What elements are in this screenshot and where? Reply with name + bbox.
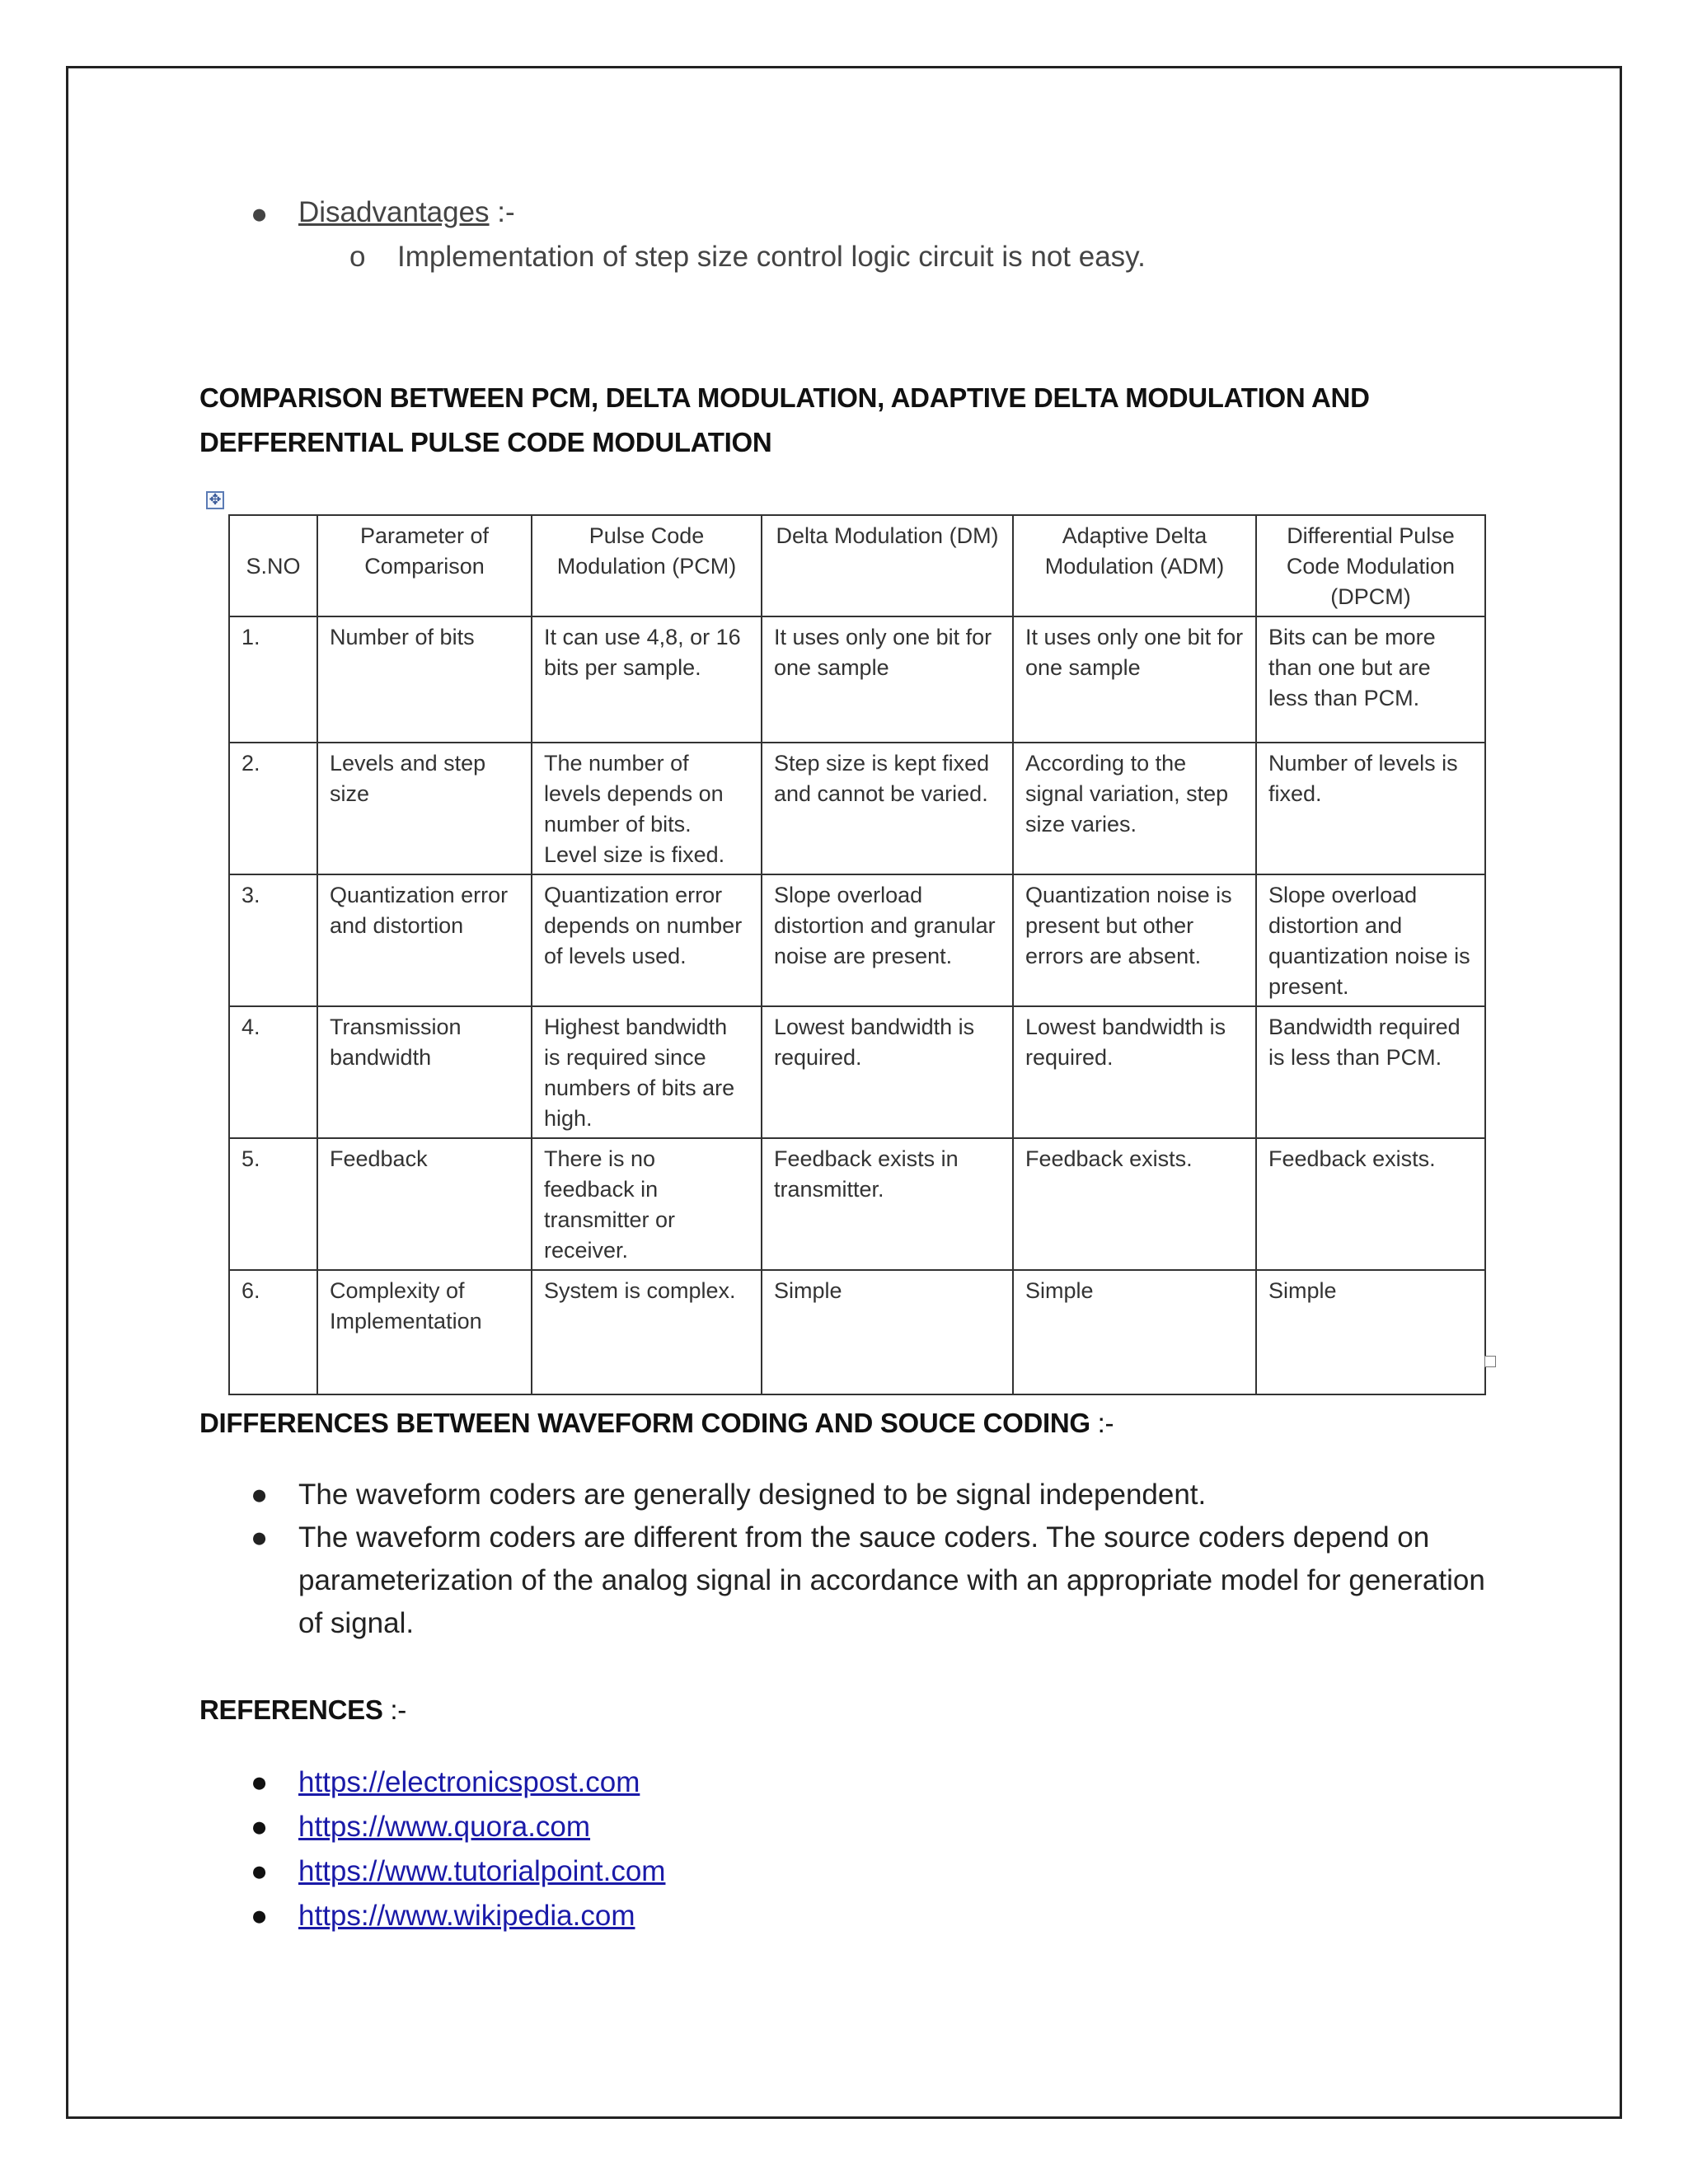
reference-link[interactable]: https://www.tutorialpoint.com bbox=[298, 1855, 666, 1887]
table-header-row bbox=[229, 515, 1485, 616]
list-item-text: The waveform coders are different from the sauce coders. The source coders depend on parameterization of the analog signal in accordance with an appropriate model for generation of signal. bbox=[298, 1521, 1485, 1639]
references-heading-suffix: :- bbox=[382, 1694, 406, 1725]
differences-heading bbox=[199, 1401, 1114, 1446]
table-cell: Slope overload distortion and quantization noise is present. bbox=[1256, 874, 1485, 1006]
circle-bullet-icon: o bbox=[349, 241, 366, 273]
reference-item bbox=[199, 1805, 665, 1849]
bullet-icon: ● bbox=[251, 1479, 269, 1511]
table-move-handle-icon[interactable]: ✥ bbox=[206, 491, 224, 509]
reference-item bbox=[199, 1894, 665, 1938]
table-cell: There is no feedback in transmitter or receiver. bbox=[532, 1138, 762, 1270]
table-cell: 3. bbox=[229, 874, 317, 1006]
list-item bbox=[199, 1516, 1502, 1645]
table-cell: System is complex. bbox=[532, 1270, 762, 1394]
list-item-text: The waveform coders are generally designed to be signal independent. bbox=[298, 1479, 1207, 1511]
column-header: S.NO bbox=[229, 515, 317, 616]
table-cell: Quantization error and distortion bbox=[317, 874, 532, 1006]
table-cell: Highest bandwidth is required since numbers of bits are high. bbox=[532, 1006, 762, 1138]
table-cell: Feedback exists. bbox=[1256, 1138, 1485, 1270]
table-cell: Levels and step size bbox=[317, 743, 532, 874]
table-cell: Number of bits bbox=[317, 616, 532, 743]
column-header: Pulse Code Modulation (PCM) bbox=[532, 515, 762, 616]
table-cell: Feedback bbox=[317, 1138, 532, 1270]
table-row bbox=[229, 616, 1485, 743]
table-row bbox=[229, 1138, 1485, 1270]
table-cell: 1. bbox=[229, 616, 317, 743]
disadvantages-suffix: :- bbox=[489, 196, 515, 228]
table-cell: Simple bbox=[762, 1270, 1013, 1394]
bullet-icon: ● bbox=[251, 1521, 269, 1554]
reference-link[interactable]: https://www.quora.com bbox=[298, 1811, 591, 1843]
bullet-icon: ● bbox=[251, 198, 269, 230]
table-resize-handle[interactable] bbox=[1484, 1356, 1496, 1367]
table-cell: Feedback exists in transmitter. bbox=[762, 1138, 1013, 1270]
differences-list bbox=[199, 1474, 1502, 1645]
table-cell: 6. bbox=[229, 1270, 317, 1394]
table-cell: Number of levels is fixed. bbox=[1256, 743, 1485, 874]
table-cell: It uses only one bit for one sample bbox=[762, 616, 1013, 743]
disadvantages-item bbox=[199, 196, 1502, 241]
table-cell: It can use 4,8, or 16 bits per sample. bbox=[532, 616, 762, 743]
list-item bbox=[199, 1474, 1502, 1516]
table-cell: 4. bbox=[229, 1006, 317, 1138]
differences-heading-suffix: :- bbox=[1090, 1408, 1114, 1438]
comparison-table bbox=[228, 514, 1486, 1395]
table-cell: Quantization error depends on number of levels used. bbox=[532, 874, 762, 1006]
table-cell: Slope overload distortion and granular noise are present. bbox=[762, 874, 1013, 1006]
table-cell: 2. bbox=[229, 743, 317, 874]
table-cell: Simple bbox=[1256, 1270, 1485, 1394]
table-cell: Bits can be more than one but are less than PCM. bbox=[1256, 616, 1485, 743]
table-cell: Transmission bandwidth bbox=[317, 1006, 532, 1138]
table-row bbox=[229, 1270, 1485, 1394]
references-heading-text: REFERENCES bbox=[199, 1694, 383, 1725]
table-cell: It uses only one bit for one sample bbox=[1013, 616, 1256, 743]
table-cell: The number of levels depends on number of bits. Level size is fixed. bbox=[532, 743, 762, 874]
table-row bbox=[229, 1006, 1485, 1138]
table-row bbox=[229, 743, 1485, 874]
table-cell: Lowest bandwidth is required. bbox=[762, 1006, 1013, 1138]
reference-link[interactable]: https://electronicspost.com bbox=[298, 1766, 640, 1798]
column-header: Differential Pulse Code Modulation (DPCM) bbox=[1256, 515, 1485, 616]
table-cell: Feedback exists. bbox=[1013, 1138, 1256, 1270]
differences-heading-text: DIFFERENCES BETWEEN WAVEFORM CODING AND SOUCE CODING bbox=[199, 1408, 1090, 1438]
bullet-icon: ● bbox=[251, 1900, 269, 1932]
bullet-icon: ● bbox=[251, 1811, 269, 1843]
reference-item bbox=[199, 1760, 665, 1805]
comparison-heading: COMPARISON BETWEEN PCM, DELTA MODULATION, ADAPTIVE DELTA MODULATION AND DEFFERENTIAL PULSE CODE MODULATION bbox=[199, 382, 1370, 457]
column-header: Adaptive Delta Modulation (ADM) bbox=[1013, 515, 1256, 616]
table-cell: According to the signal variation, step size varies. bbox=[1013, 743, 1256, 874]
references-heading bbox=[199, 1688, 406, 1732]
references-list bbox=[199, 1760, 665, 1938]
table-cell: Simple bbox=[1013, 1270, 1256, 1394]
table-cell: 5. bbox=[229, 1138, 317, 1270]
reference-item bbox=[199, 1849, 665, 1894]
column-header: Delta Modulation (DM) bbox=[762, 515, 1013, 616]
table-cell: Quantization noise is present but other errors are absent. bbox=[1013, 874, 1256, 1006]
disadvantage-text: Implementation of step size control logic circuit is not easy. bbox=[397, 241, 1146, 273]
table-cell: Lowest bandwidth is required. bbox=[1013, 1006, 1256, 1138]
disadvantage-subitem bbox=[199, 241, 1502, 285]
disadvantages-label: Disadvantages bbox=[298, 196, 490, 228]
bullet-icon: ● bbox=[251, 1855, 269, 1887]
bullet-icon: ● bbox=[251, 1766, 269, 1798]
reference-link[interactable]: https://www.wikipedia.com bbox=[298, 1900, 635, 1932]
page-content bbox=[199, 196, 1502, 1932]
table-cell: Step size is kept fixed and cannot be varied. bbox=[762, 743, 1013, 874]
table-row bbox=[229, 874, 1485, 1006]
column-header: Parameter of Comparison bbox=[317, 515, 532, 616]
table-cell: Complexity of Implementation bbox=[317, 1270, 532, 1394]
table-cell: Bandwidth required is less than PCM. bbox=[1256, 1006, 1485, 1138]
